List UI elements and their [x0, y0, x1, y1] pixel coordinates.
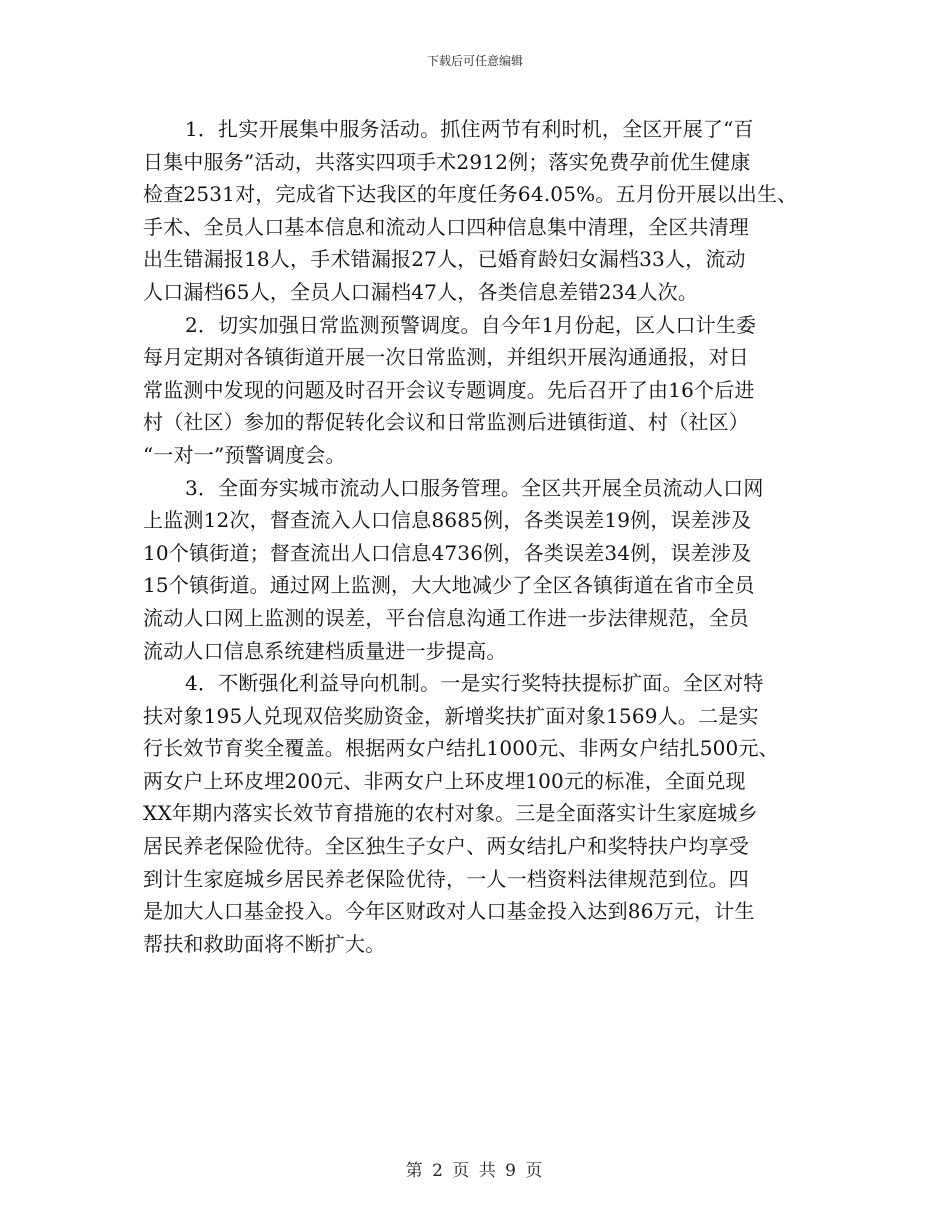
paragraph-line: 两女户上环皮埋200元、非两女户上环皮埋100元的标准，全面兑现	[143, 768, 746, 793]
paragraph-line: 居民养老保险优待。全区独生子女户、两女结扎户和奖特扶户均享受	[143, 834, 749, 859]
paragraph-4	[143, 667, 826, 960]
paragraph-line: 10个镇街道；督查流出人口信息4736例，各类误差34例，误差涉及	[143, 540, 752, 565]
paragraph-line: 1．扎实开展集中服务活动。抓住两节有利时机，全区开展了“百	[185, 117, 754, 141]
paragraph-line: 流动人口信息系统建档质量进一步提高。	[143, 638, 507, 663]
page-header-note: 下载后可任意编辑	[426, 54, 523, 68]
document-body	[143, 113, 826, 960]
paragraph-line: 村（社区）参加的帮促转化会议和日常监测后进镇街道、村（社区）	[143, 410, 749, 435]
paragraph-1	[143, 113, 826, 309]
paragraph-line: 手术、全员人口基本信息和流动人口四种信息集中清理，全区共清理	[143, 214, 749, 239]
paragraph-line: 人口漏档65人，全员人口漏档47人，各类信息差错234人次。	[143, 279, 699, 304]
paragraph-line: 扶对象195人兑现双倍奖励资金，新增奖扶扩面对象1569人。二是实	[143, 703, 759, 728]
paragraph-line: 流动人口网上监测的误差，平台信息沟通工作进一步法律规范，全员	[143, 605, 749, 630]
page-number-footer: 第 2 页 共 9 页	[405, 1161, 545, 1181]
paragraph-line: 行长效节育奖全覆盖。根据两女户结扎1000元、非两女户结扎500元、	[143, 736, 779, 761]
paragraph-line: 常监测中发现的问题及时召开会议专题调度。先后召开了由16个后进	[143, 377, 755, 402]
paragraph-line: 出生错漏报18人，手术错漏报27人，已婚育龄妇女漏档33人，流动	[143, 247, 746, 272]
paragraph-line: 到计生家庭城乡居民养老保险优待，一人一档资料法律规范到位。四	[143, 866, 749, 891]
paragraph-line: XX年期内落实长效节育措施的农村对象。三是全面落实计生家庭城乡	[143, 801, 758, 826]
paragraph-line: 帮扶和救助面将不断扩大。	[143, 931, 386, 956]
paragraph-line: 15个镇街道。通过网上监测，大大地减少了全区各镇街道在省市全员	[143, 573, 755, 598]
paragraph-line: 3．全面夯实城市流动人口服务管理。全区共开展全员流动人口网	[185, 475, 764, 500]
paragraph-line: 4．不断强化利益导向机制。一是实行奖特扶提标扩面。全区对特	[185, 671, 764, 696]
paragraph-3	[143, 472, 826, 668]
paragraph-line: 检查2531对，完成省下达我区的年度任务64.05%。五月份开展以出生、	[143, 182, 798, 207]
paragraph-2	[143, 309, 826, 472]
paragraph-line: 日集中服务”活动，共落实四项手术2912例；落实免费孕前优生健康	[143, 149, 751, 174]
paragraph-line: 每月定期对各镇街道开展一次日常监测，并组织开展沟通通报，对日	[143, 345, 749, 370]
paragraph-line: 是加大人口基金投入。今年区财政对人口基金投入达到86万元，计生	[143, 899, 755, 924]
paragraph-line: 上监测12次，督查流入人口信息8685例，各类误差19例，误差涉及	[143, 508, 752, 533]
paragraph-line: “一对一”预警调度会。	[143, 442, 346, 467]
paragraph-line: 2．切实加强日常监测预警调度。自今年1月份起，区人口计生委	[185, 312, 757, 337]
